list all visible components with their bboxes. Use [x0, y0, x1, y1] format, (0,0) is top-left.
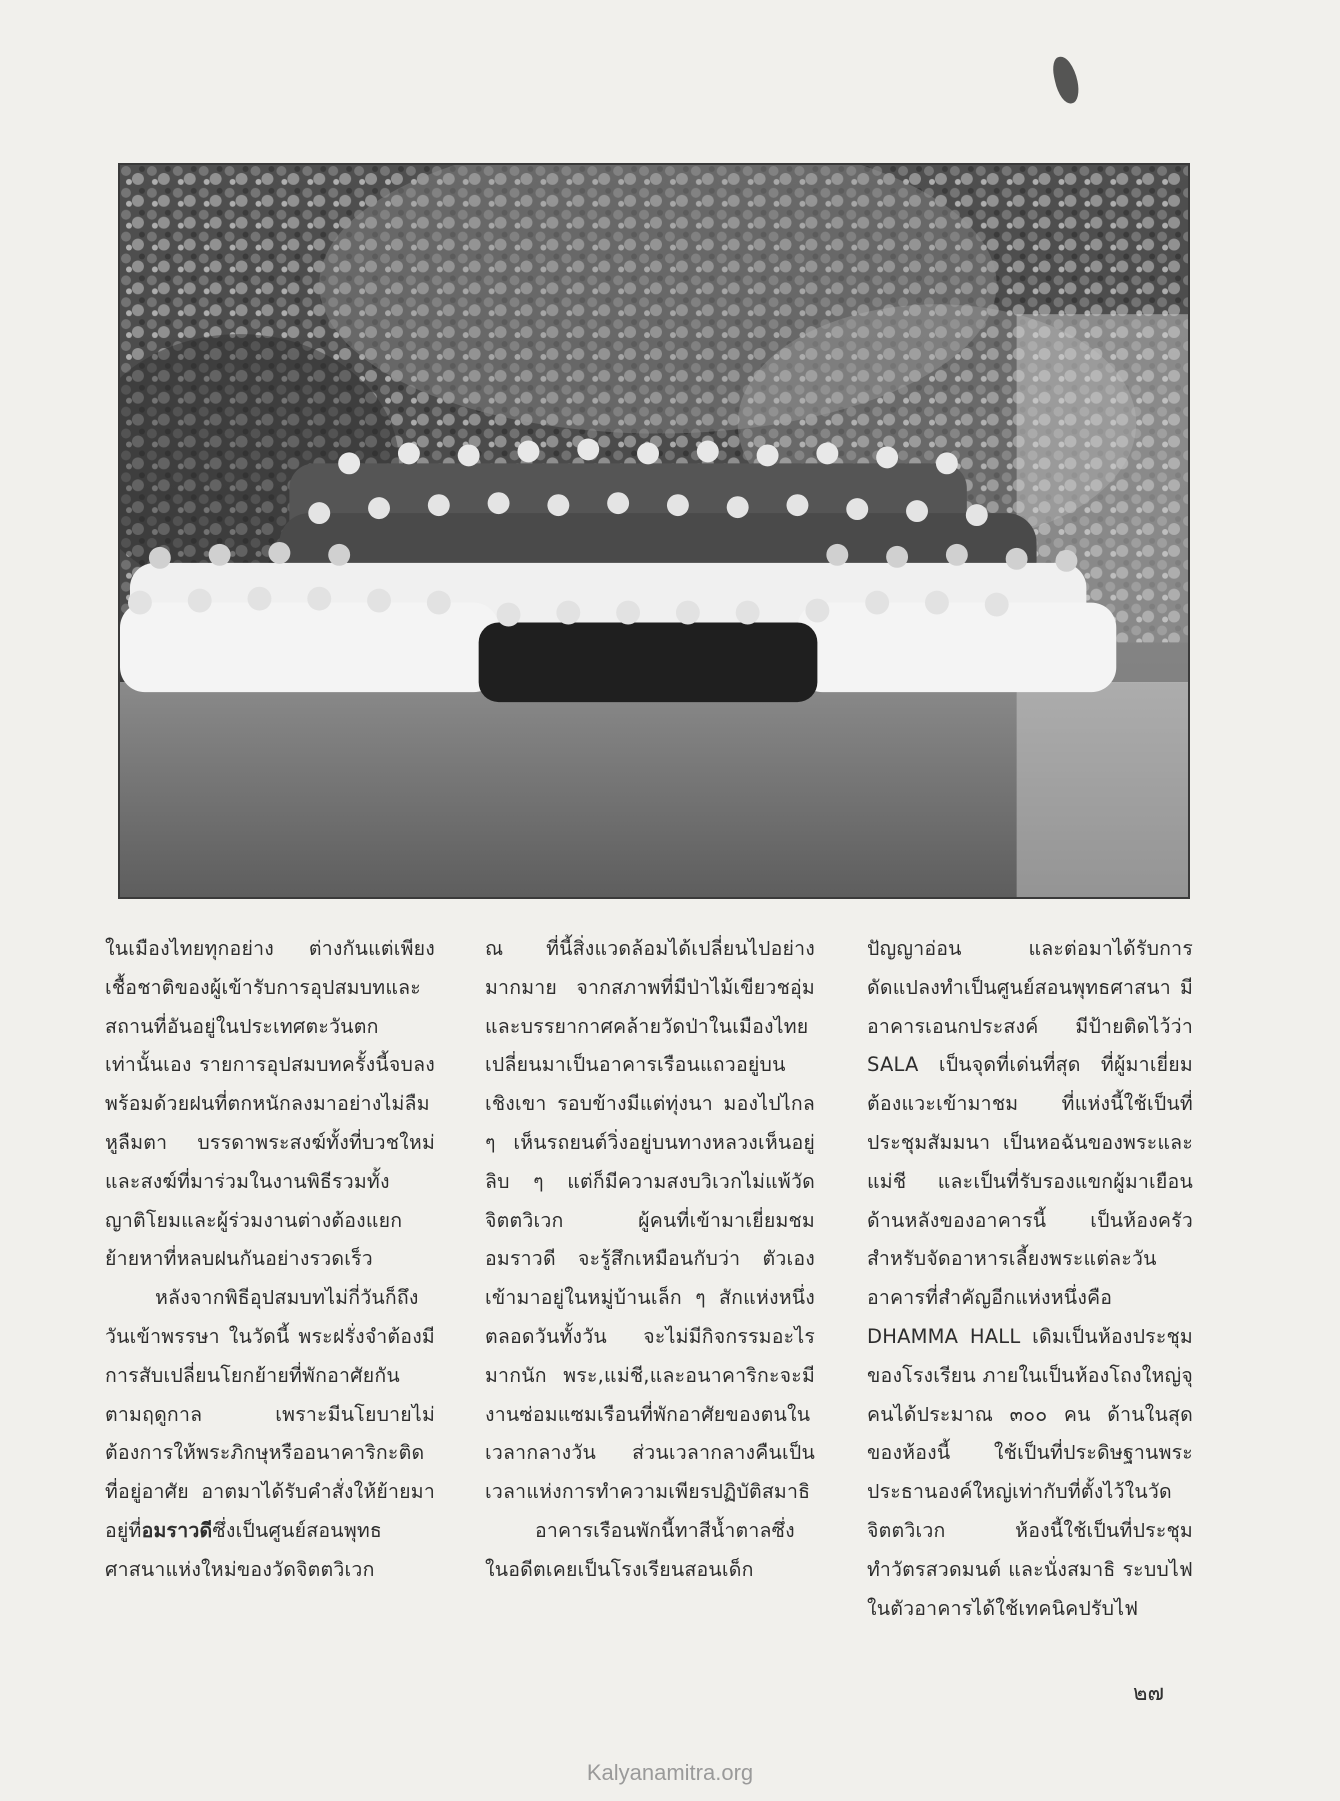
- group-photo-illustration: [120, 165, 1188, 897]
- footer-website: Kalyanamitra.org: [586, 1760, 754, 1785]
- text-column-1: [105, 930, 435, 1590]
- text-column-2: [485, 930, 815, 1590]
- article-columns: [105, 930, 1195, 1700]
- paragraph: ในเมืองไทยทุกอย่าง ต่างกันแต่เพียงเชื้อชาติของผู้เข้ารับการอุปสมบทและสถานที่อันอยู่ในประเทศตะวันตกเท่านั้นเอง รายการอุปสมบทครั้งนี้จบลงพร้อมด้วยฝนที่ตกหนักลงมาอย่างไม่ลืมหูลืมตา บรรดาพระสงฆ์ทั้งที่บวชใหม่ และสงฆ์ที่มาร่วมในงานพิธีรวมทั้งญาติโยมและผู้ร่วมงานต่างต้องแยกย้ายหาที่หลบฝนกันอย่างรวดเร็ว: [105, 937, 435, 1271]
- ink-mark: [1050, 54, 1081, 106]
- text-span: ซึ่งเป็นศูนย์สอนพุทธศาสนาแห่งใหม่ของวัดจิตตวิเวก: [105, 1518, 383, 1581]
- paragraph: อาคารเรือนพักนี้ทาสีน้ำตาลซึ่งในอดีตเคยเป็นโรงเรียนสอนเด็ก: [485, 1518, 795, 1581]
- paragraph: ณ ที่นี้สิ่งแวดล้อมได้เปลี่ยนไปอย่างมากมาย จากสภาพที่มีป่าไม้เขียวชอุ่มและบรรยากาศคล้ายวัดป่าในเมืองไทยเปลี่ยนมาเป็นอาคารเรือนแถวอยู่บนเชิงเขา รอบข้างมีแต่ทุ่งนา มองไปไกล ๆ เห็นรถยนต์วิ่งอยู่บนทางหลวงเห็นอยู่ลิบ ๆ แต่ก็มีความสงบวิเวกไม่แพ้วัดจิตตวิเวก ผู้คนที่เข้ามาเยี่ยมชมอมราวดี จะรู้สึกเหมือนกับว่า ตัวเองเข้ามาอยู่ในหมู่บ้านเล็ก ๆ สักแห่งหนึ่ง ตลอดวันทั้งวัน จะไม่มีกิจกรรมอะไรมากนัก พระ,แม่ชี,และอนาคาริกะจะมีงานซ่อมแซมเรือนที่พักอาศัยของตนในเวลากลางวัน ส่วนเวลากลางคืนเป็นเวลาแห่งการทำความเพียรปฏิบัติสมาธิ: [485, 937, 815, 1504]
- text-column-3: [867, 930, 1193, 1628]
- text-span: หลังจากพิธีอุปสมบทไม่กี่วันก็ถึงวันเข้าพรรษา ในวัดนี้ พระฝรั่งจำต้องมีการสับเปลี่ยนโยกย้ายที่พักอาศัยกันตามฤดูกาล เพราะมีนโยบายไม่ต้องการให้พระภิกษุหรืออนาคาริกะติดที่อยู่อาศัย อาตมาได้รับคำสั่งให้ย้ายมาอยู่ที่: [105, 1286, 435, 1542]
- emphasized-text: อมราวดี: [141, 1518, 213, 1542]
- paragraph: ปัญญาอ่อน และต่อมาได้รับการดัดแปลงทำเป็นศูนย์สอนพุทธศาสนา มีอาคารเอนกประสงค์ มีป้ายติดไว้ว่า SALA เป็นจุดที่เด่นที่สุด ที่ผู้มาเยี่ยมต้องแวะเข้ามาชม ที่แห่งนี้ใช้เป็นที่ประชุมสัมมนา เป็นหอฉันของพระและแม่ชี และเป็นที่รับรองแขกผู้มาเยือน ด้านหลังของอาคารนี้ เป็นห้องครัวสำหรับจัดอาหารเลี้ยงพระแต่ละวัน อาคารที่สำคัญอีกแห่งหนึ่งคือ DHAMMA HALL เดิมเป็นห้องประชุมของโรงเรียน ภายในเป็นห้องโถงใหญ่จุคนได้ประมาณ ๓๐๐ คน ด้านในสุดของห้องนี้ ใช้เป็นที่ประดิษฐานพระประธานองค์ใหญ่เท่ากับที่ตั้งไว้ในวัดจิตตวิเวก ห้องนี้ใช้เป็นที่ประชุม ทำวัตรสวดมนต์ และนั่งสมาธิ ระบบไฟในตัวอาคารได้ใช้เทคนิคปรับไฟ: [867, 937, 1193, 1620]
- group-photo: [118, 163, 1190, 899]
- page-number: ๒๗: [1133, 1681, 1165, 1706]
- paragraph: [105, 1279, 435, 1589]
